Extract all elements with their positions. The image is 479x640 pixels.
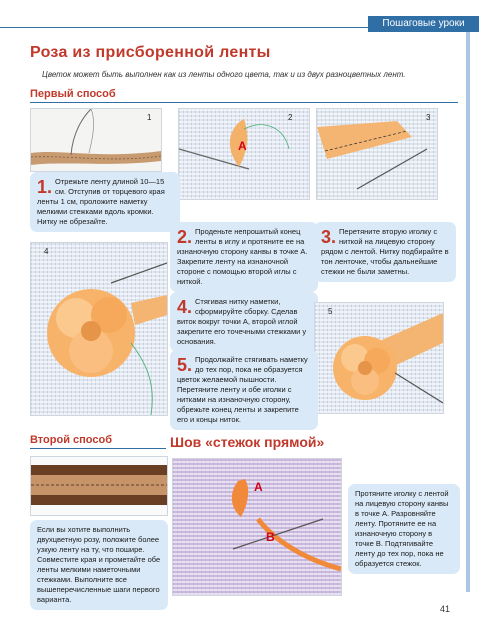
photo-3: [316, 108, 438, 200]
photo-4: [30, 242, 168, 416]
step-3-number: 3.: [321, 227, 337, 247]
method1-heading: Первый способ: [30, 88, 458, 103]
step-1-text: Отрежьте ленту длиной 10—15 см. Отступив от торцевого края ленты 1 см, проложите наметку мелкими стежками вдоль кромки. Нитку не обрезайте.: [37, 177, 165, 226]
step-4-text: Стягивая нитку наметки, сформируйте сборку. Сделав виток вокруг точки А, второй иглой закрепите его точечными стежками у основания.: [177, 297, 307, 346]
side-bar: [466, 32, 470, 592]
stitch-point-a-label: A: [254, 480, 263, 494]
finished-rose-image: [315, 303, 443, 413]
photo-2-number: 2: [288, 113, 293, 122]
step-5-box: [170, 350, 318, 430]
step-1-box: [30, 172, 180, 232]
method2-heading: Второй способ: [30, 434, 166, 449]
page-number: 41: [440, 604, 451, 614]
page-title: Роза из присборенной ленты: [30, 44, 271, 61]
stitch-heading: Шов «стежок прямой»: [170, 434, 325, 450]
step-4-box: [170, 292, 318, 352]
section-tab: Пошаговые уроки: [368, 16, 479, 32]
photo-3-number: 3: [426, 113, 431, 122]
step-3-text: Перетяните вторую иголку с ниткой на лицевую сторону рядом с лентой. Нитку подбирайте в тон ленточке, чтобы дальнейшие стежки не были заметны.: [321, 227, 449, 276]
step-1-number: 1.: [37, 177, 53, 197]
photo-5: [314, 302, 444, 414]
stitch-photo: [172, 458, 342, 596]
step-2-box: [170, 222, 318, 292]
ribbon-tacking-image: [31, 109, 161, 171]
rose-forming-image: [31, 243, 167, 415]
stitch-point-b-label: B: [266, 530, 275, 544]
step-2-text: Проденьте непрошитый конец ленты в иглу и протяните ее на изнаночную сторону канвы в точке А. Закрепите ленту на изнаночной стороне с помощью второй иглы с ниткой.: [177, 227, 308, 286]
photo-1-number: 1: [147, 113, 152, 122]
step-2-number: 2.: [177, 227, 193, 247]
step-5-text: Продолжайте стягивать наметку до тех пор, пока не образуется цветок желаемой пышности. Перетяните ленту и обе иголки с нитками на изнаночную сторону, обрежьте конец ленты и закрепите его и концы ниток.: [177, 355, 308, 424]
step-4-number: 4.: [177, 297, 193, 317]
step-3-box: [314, 222, 456, 282]
ribbon-needle-image: [179, 109, 309, 199]
two-ribbon-photo: [30, 456, 168, 516]
ribbon-stitches-image: [317, 109, 437, 199]
photo-1: [30, 108, 162, 172]
step-5-number: 5.: [177, 355, 193, 375]
photo-5-number: 5: [328, 307, 333, 316]
photo-4-number: 4: [44, 247, 49, 256]
point-a-label: A: [238, 139, 247, 153]
two-ribbons-image: [31, 457, 167, 515]
stitch-box: Протяните иголку с лентой на лицевую сторону канвы в точке А. Разровняйте ленту. Протяните ее на изнаночную сторону в точке В. Подтягивайте ленту до тех пор, пока не образуется стежок.: [348, 484, 460, 574]
method2-box: Если вы хотите выполнить двухцветную розу, положите более узкую ленту на ту, что пошире. Совместите края и прометайте обе ленты мелкими наметочными стежками. Выполните все вышеперечисленные шаги первого варианта.: [30, 520, 168, 610]
intro-text: Цветок может быть выполнен как из ленты одного цвета, так и из двух разноцветных лент.: [42, 70, 406, 79]
